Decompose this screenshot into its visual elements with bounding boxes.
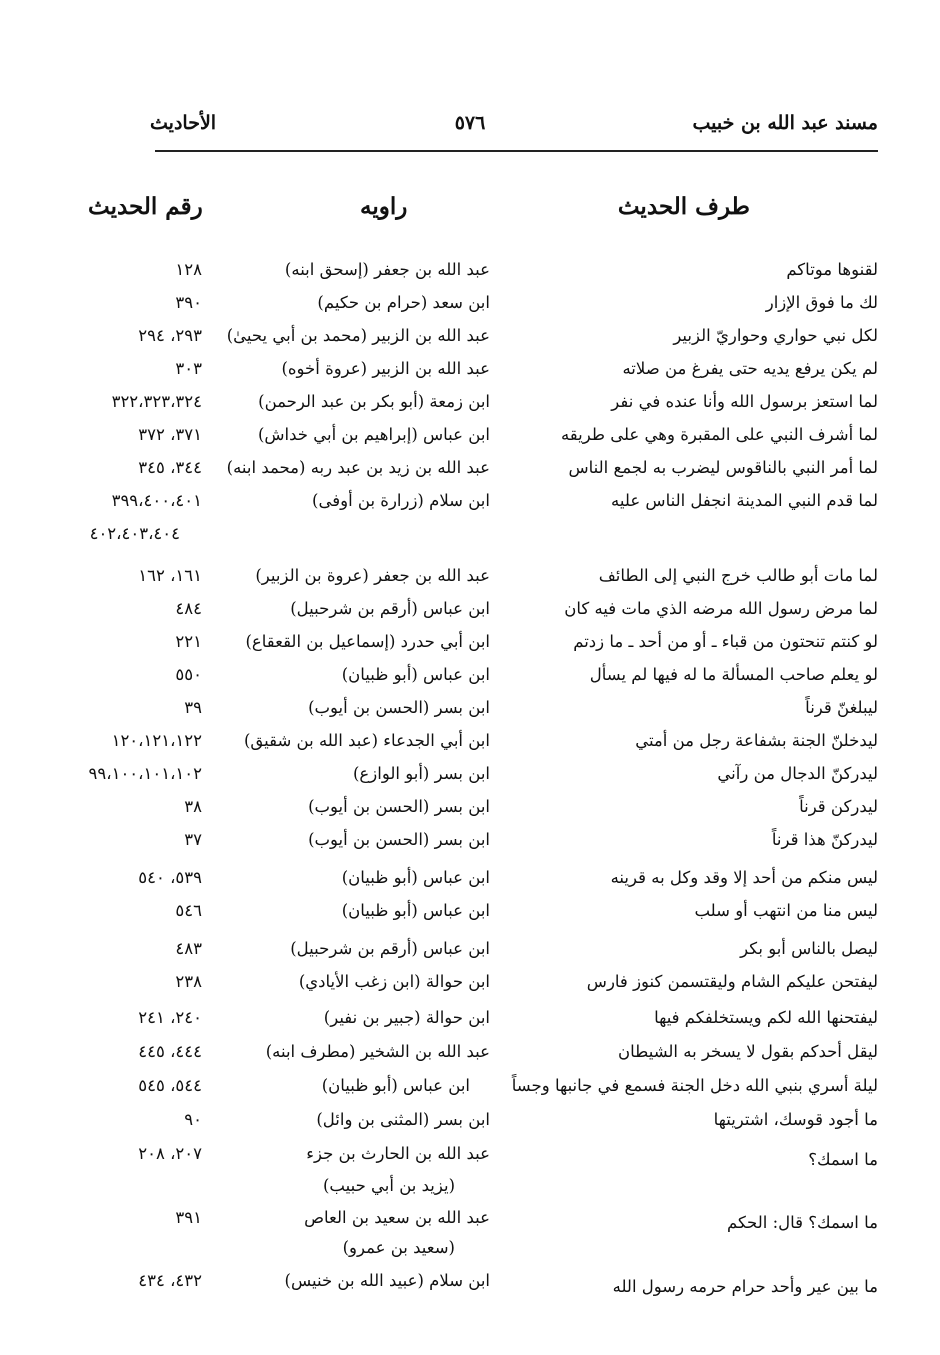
- narrator-text: ابن سعد (حرام بن حكيم): [317, 293, 490, 312]
- hadith-text: ليبلغنّ قرناً: [805, 698, 878, 717]
- hadith-text: ليس منكم من أحد إلا وقد وكل به قرينه: [610, 868, 878, 887]
- table-row: [0, 387, 940, 417]
- narrator-text: ابن عباس (أبو ظبيان): [321, 1076, 470, 1095]
- hadith-text: ليقل أحدكم بقول لا يسخر به الشيطان: [618, 1042, 878, 1061]
- hadith-number: ٥٥٠: [175, 665, 202, 684]
- narrator-text: ابن بسر (الحسن بن أيوب): [308, 698, 490, 717]
- hadith-number: ٢٠٧، ٢٠٨: [138, 1144, 202, 1163]
- hadith-text: ليدركنّ هذا قرناً: [771, 830, 878, 849]
- table-row: [0, 561, 940, 591]
- hadith-text: لما استعز برسول الله وأنا عنده في نفر: [611, 392, 878, 411]
- page-number: ٥٧٦: [454, 112, 486, 134]
- hadith-text: لما قدم النبي المدينة انجفل الناس عليه: [611, 491, 878, 510]
- hadith-number: ٣٩١: [175, 1208, 202, 1227]
- narrator-text: عبد الله بن الحارث بن جزء: [306, 1144, 490, 1163]
- table-row: [0, 354, 940, 384]
- hadith-number: ٢٩٣، ٢٩٤: [138, 326, 202, 345]
- table-row: [0, 1037, 940, 1067]
- hadith-text: ليفتحنها الله لكم ويستخلفكم فيها: [654, 1008, 878, 1027]
- narrator-text: ابن حوالة (جبير بن نفير): [323, 1008, 490, 1027]
- hadith-text: لما أشرف النبي على المقبرة وهي على طريقه: [560, 425, 878, 444]
- hadith-number: ١٢٠،١٢١،١٢٢: [111, 731, 202, 750]
- hadith-number: ٢٤٠، ٢٤١: [138, 1008, 202, 1027]
- hadith-text: ليصل بالناس أبو بكر: [740, 939, 878, 958]
- table-row: [0, 453, 940, 483]
- section-title: الأحاديث: [150, 112, 217, 134]
- table-row: [0, 759, 940, 789]
- hadith-number: ١٢٨: [175, 260, 202, 279]
- table-row: [0, 627, 940, 657]
- column-header-narrator: راويه: [360, 193, 408, 220]
- column-header-number: رقم الحديث: [88, 193, 203, 220]
- table-row: [0, 1266, 940, 1296]
- hadith-text: لما مات أبو طالب خرج النبي إلى الطائف: [598, 566, 878, 585]
- narrator-text: عبد الله بن الزبير (محمد بن أبي يحيىٰ): [226, 326, 490, 345]
- hadith-number: ٤٨٣: [175, 939, 202, 958]
- narrator-text: ابن بسر (الحسن بن أيوب): [308, 797, 490, 816]
- table-row: [0, 288, 940, 318]
- hadith-number: ٥٣٩، ٥٤٠: [138, 868, 202, 887]
- hadith-number: ٥٤٤، ٥٤٥: [138, 1076, 202, 1095]
- narrator-text: ابن بسر (الحسن بن أيوب): [308, 830, 490, 849]
- table-row: [0, 255, 940, 285]
- hadith-number: ٤٠٢،٤٠٣،٤٠٤: [89, 524, 180, 543]
- hadith-text: لقنوها موتاكم: [786, 260, 878, 279]
- hadith-text: ليفتحن عليكم الشام وليقتسمن كنوز فارس: [586, 972, 878, 991]
- narrator-text: ابن أبي الجدعاء (عبد الله بن شقيق): [243, 731, 490, 750]
- hadith-number: ٢٢١: [175, 632, 202, 651]
- hadith-text: لم يكن يرفع يديه حتى يفرغ من صلاته: [622, 359, 878, 378]
- narrator-text: ابن عباس (أرقم بن شرحبيل): [290, 599, 490, 618]
- hadith-number: ٣٨: [184, 797, 202, 816]
- narrator-text: ابن عباس (أبو ظبيان): [341, 868, 490, 887]
- narrator-text: ابن عباس (إبراهيم بن أبي خداش): [257, 425, 490, 444]
- table-row: [0, 1139, 940, 1169]
- table-row-continuation: [0, 519, 940, 549]
- hadith-number: ٩٩،١٠٠،١٠١،١٠٢: [88, 764, 202, 783]
- hadith-number: ٣٧١، ٣٧٢: [138, 425, 202, 444]
- hadith-number: ٥٤٦: [175, 901, 202, 920]
- narrator-text: ابن حوالة (ابن زغب الأيادي): [298, 972, 490, 991]
- table-row: [0, 726, 940, 756]
- hadith-text: ما اسمك؟ قال: الحكم: [726, 1213, 878, 1232]
- narrator-text: ابن زمعة (أبو بكر بن عبد الرحمن): [258, 392, 490, 411]
- narrator-text: (يزيد بن أبي حبيب): [323, 1176, 455, 1195]
- table-row: [0, 693, 940, 723]
- narrator-text: عبد الله بن جعفر (عروة بن الزبير): [255, 566, 490, 585]
- hadith-number: ٤٨٤: [175, 599, 202, 618]
- table-row: [0, 863, 940, 893]
- hadith-number: ٣٧: [184, 830, 202, 849]
- narrator-text: عبد الله بن جعفر (إسحق ابنه): [284, 260, 490, 279]
- hadith-number: ٤٤٤، ٤٤٥: [138, 1042, 202, 1061]
- hadith-text: ما اسمك؟: [808, 1150, 878, 1169]
- narrator-text: ابن عباس (أبو ظبيان): [341, 901, 490, 920]
- hadith-text: ليلة أسري بنبي الله دخل الجنة فسمع في جانبها وجساً: [511, 1076, 878, 1095]
- table-row: [0, 594, 940, 624]
- hadith-number: ٣٩: [184, 698, 202, 717]
- hadith-number: ٣٢٢،٣٢٣،٣٢٤: [111, 392, 202, 411]
- narrator-text: ابن سلام (زرارة بن أوفى): [312, 491, 490, 510]
- hadith-number: ٤٣٢، ٤٣٤: [138, 1271, 202, 1290]
- narrator-text: ابن عباس (أرقم بن شرحبيل): [290, 939, 490, 958]
- hadith-text: ليدخلنّ الجنة بشفاعة رجل من أمتي: [635, 731, 878, 750]
- table-row-continuation: [0, 1171, 940, 1201]
- hadith-number: ٣٠٣: [175, 359, 202, 378]
- hadith-text: ما بين عير وأحد حرام حرمه رسول الله: [612, 1277, 878, 1296]
- narrator-text: ابن سلام (عبيد الله بن خنيس): [284, 1271, 490, 1290]
- hadith-text: لكل نبي حواري وحواريّ الزبير: [673, 326, 878, 345]
- hadith-text: لما مرض رسول الله مرضه الذي مات فيه كان: [564, 599, 878, 618]
- table-row: [0, 1003, 940, 1033]
- hadith-text: لما أمر النبي بالناقوس ليضرب به لجمع الناس: [568, 458, 878, 477]
- table-row: [0, 896, 940, 926]
- table-row: [0, 420, 940, 450]
- narrator-text: عبد الله بن الشخير (مطرف ابنه): [265, 1042, 490, 1061]
- table-row: [0, 1071, 940, 1101]
- column-header-hadith: طرف الحديث: [617, 193, 750, 220]
- hadith-number: ٣٩٠: [175, 293, 202, 312]
- hadith-text: لو يعلم صاحب المسألة ما له فيها لم يسأل: [589, 665, 878, 684]
- hadith-text: ليس منا من انتهب أو سلب: [694, 901, 878, 920]
- hadith-text: لو كنتم تنحتون من قباء ـ أو من أحد ـ ما زدتم: [573, 632, 878, 651]
- table-row: [0, 934, 940, 964]
- hadith-number: ١٦١، ١٦٢: [138, 566, 202, 585]
- table-row: [0, 486, 940, 516]
- narrator-text: عبد الله بن سعيد بن العاص: [304, 1208, 490, 1227]
- hadith-text: ليدركنّ الدجال من رآني: [717, 764, 878, 783]
- narrator-text: عبد الله بن زيد بن عبد ربه (محمد ابنه): [226, 458, 490, 477]
- narrator-text: ابن بسر (المثنى بن وائل): [316, 1110, 490, 1129]
- table-row: [0, 825, 940, 855]
- table-row: [0, 660, 940, 690]
- narrator-text: عبد الله بن الزبير (عروة أخوه): [281, 359, 490, 378]
- hadith-text: ما أجود قوسك، اشتريتها: [713, 1110, 878, 1129]
- narrator-text: ابن بسر (أبو الوازع): [353, 764, 490, 783]
- table-row: [0, 792, 940, 822]
- hadith-number: ٢٣٨: [175, 972, 202, 991]
- narrator-text: (سعيد بن عمرو): [342, 1238, 455, 1257]
- table-row-continuation: [0, 1233, 940, 1263]
- hadith-number: ٩٠: [184, 1110, 202, 1129]
- hadith-text: ليدركن قرناً: [799, 797, 878, 816]
- hadith-text: لك ما فوق الإزار: [765, 293, 878, 312]
- hadith-number: ٣٩٩،٤٠٠،٤٠١: [111, 491, 202, 510]
- table-row: [0, 1105, 940, 1135]
- narrator-text: ابن أبي حدرد (إسماعيل بن القعقاع): [245, 632, 490, 651]
- book-title: مسند عبد الله بن خبيب: [692, 112, 878, 134]
- hadith-number: ٣٤٤، ٣٤٥: [138, 458, 202, 477]
- narrator-text: ابن عباس (أبو ظبيان): [341, 665, 490, 684]
- table-row: [0, 321, 940, 351]
- table-row: [0, 1203, 940, 1233]
- table-row: [0, 967, 940, 997]
